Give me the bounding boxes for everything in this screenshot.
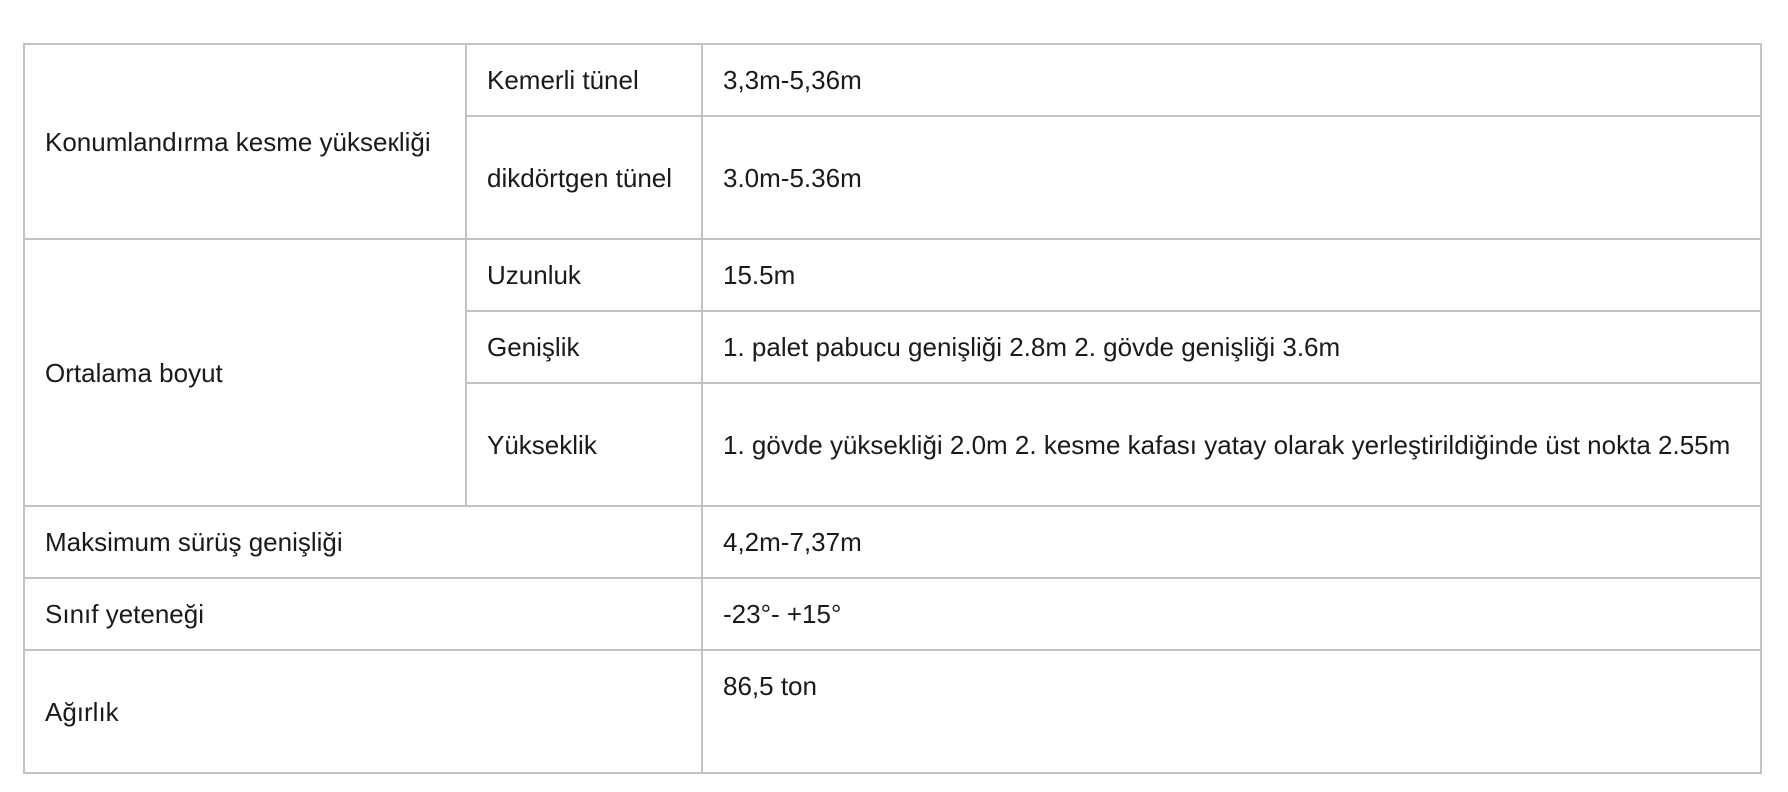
- arched-tunnel-label: Kemerli tünel: [466, 44, 702, 116]
- max-drive-width-label: Maksimum sürüş genişliği: [24, 506, 702, 578]
- table-row: [24, 578, 1761, 650]
- width-value: 1. palet pabucu genişliği 2.8m 2. gövde genişliği 3.6m: [702, 311, 1761, 383]
- grade-ability-label: Sınıf yeteneği: [24, 578, 702, 650]
- length-label: Uzunluk: [466, 239, 702, 311]
- height-value: 1. gövde yüksekliği 2.0m 2. kesme kafası yatay olarak yerleştirildiğinde üst nokta 2.55m: [702, 383, 1761, 506]
- weight-label: Ağırlık: [24, 650, 702, 773]
- weight-value: 86,5 ton: [702, 650, 1761, 773]
- rect-tunnel-value: 3.0m-5.36m: [702, 116, 1761, 239]
- table-row: [24, 650, 1761, 773]
- table-row: [24, 506, 1761, 578]
- cutting-height-label: Konumlandırma kesme yükseкliği: [24, 44, 466, 239]
- table-row: [24, 239, 1761, 311]
- average-size-label: Ortalama boyut: [24, 239, 466, 506]
- width-label: Genişlik: [466, 311, 702, 383]
- grade-ability-value: -23°- +15°: [702, 578, 1761, 650]
- max-drive-width-value: 4,2m-7,37m: [702, 506, 1761, 578]
- table-row: [24, 44, 1761, 116]
- arched-tunnel-value: 3,3m-5,36m: [702, 44, 1761, 116]
- specification-table: [23, 43, 1762, 774]
- height-label: Yükseklik: [466, 383, 702, 506]
- rect-tunnel-label: dikdörtgen tünel: [466, 116, 702, 239]
- length-value: 15.5m: [702, 239, 1761, 311]
